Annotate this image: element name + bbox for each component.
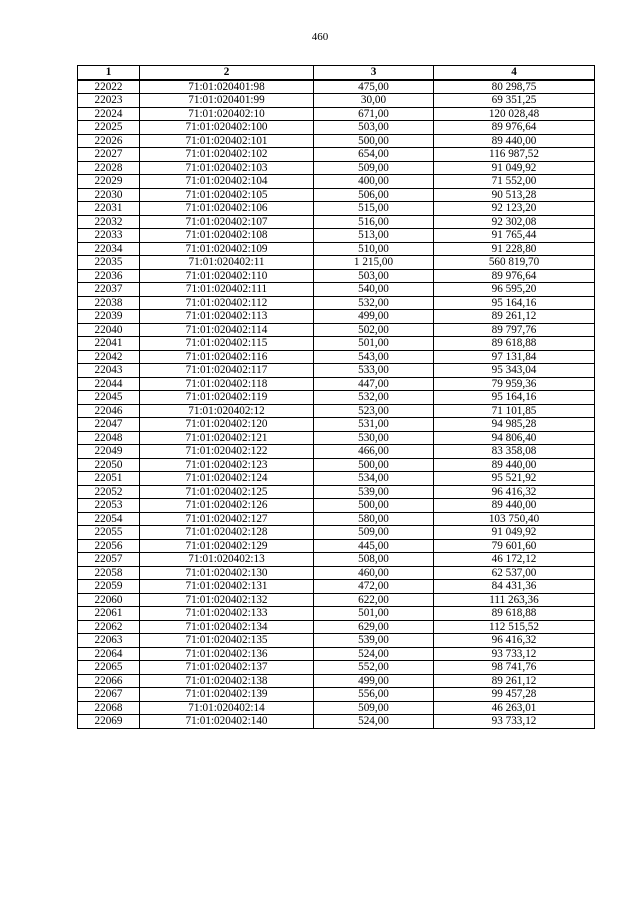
cell-area: 532,00 bbox=[314, 391, 434, 405]
cell-number: 22053 bbox=[78, 499, 140, 513]
cell-cadastral-number: 71:01:020402:129 bbox=[140, 539, 314, 553]
table-row bbox=[78, 283, 595, 297]
cell-value: 92 302,08 bbox=[434, 215, 595, 229]
cell-cadastral-number: 71:01:020402:120 bbox=[140, 418, 314, 432]
cell-cadastral-number: 71:01:020402:14 bbox=[140, 701, 314, 715]
table-row bbox=[78, 539, 595, 553]
table-row bbox=[78, 377, 595, 391]
column-header-4: 4 bbox=[434, 66, 595, 80]
cell-area: 475,00 bbox=[314, 80, 434, 94]
cell-area: 552,00 bbox=[314, 661, 434, 675]
cell-cadastral-number: 71:01:020402:102 bbox=[140, 148, 314, 162]
cell-value: 92 123,20 bbox=[434, 202, 595, 216]
cell-number: 22040 bbox=[78, 323, 140, 337]
cell-value: 46 172,12 bbox=[434, 553, 595, 567]
cell-value: 91 228,80 bbox=[434, 242, 595, 256]
cell-number: 22031 bbox=[78, 202, 140, 216]
cell-area: 499,00 bbox=[314, 674, 434, 688]
table-header-row bbox=[78, 66, 595, 80]
cell-value: 93 733,12 bbox=[434, 647, 595, 661]
cell-cadastral-number: 71:01:020402:125 bbox=[140, 485, 314, 499]
cell-cadastral-number: 71:01:020402:10 bbox=[140, 107, 314, 121]
cell-number: 22069 bbox=[78, 715, 140, 729]
cell-area: 501,00 bbox=[314, 337, 434, 351]
cell-number: 22063 bbox=[78, 634, 140, 648]
table-row bbox=[78, 661, 595, 675]
cell-value: 91 765,44 bbox=[434, 229, 595, 243]
cell-number: 22038 bbox=[78, 296, 140, 310]
table-row bbox=[78, 499, 595, 513]
cell-number: 22035 bbox=[78, 256, 140, 270]
cell-cadastral-number: 71:01:020402:133 bbox=[140, 607, 314, 621]
table-row bbox=[78, 350, 595, 364]
cell-value: 96 595,20 bbox=[434, 283, 595, 297]
cell-cadastral-number: 71:01:020402:12 bbox=[140, 404, 314, 418]
cell-cadastral-number: 71:01:020402:105 bbox=[140, 188, 314, 202]
cell-area: 445,00 bbox=[314, 539, 434, 553]
cell-value: 95 521,92 bbox=[434, 472, 595, 486]
table-row bbox=[78, 580, 595, 594]
cell-value: 69 351,25 bbox=[434, 94, 595, 108]
table-row bbox=[78, 458, 595, 472]
cell-number: 22064 bbox=[78, 647, 140, 661]
cell-cadastral-number: 71:01:020402:114 bbox=[140, 323, 314, 337]
cell-area: 515,00 bbox=[314, 202, 434, 216]
table-row bbox=[78, 175, 595, 189]
cell-cadastral-number: 71:01:020402:124 bbox=[140, 472, 314, 486]
cell-number: 22030 bbox=[78, 188, 140, 202]
cell-cadastral-number: 71:01:020402:123 bbox=[140, 458, 314, 472]
table-row bbox=[78, 121, 595, 135]
table-row bbox=[78, 526, 595, 540]
cell-value: 89 976,64 bbox=[434, 121, 595, 135]
cell-cadastral-number: 71:01:020402:130 bbox=[140, 566, 314, 580]
cell-value: 95 164,16 bbox=[434, 391, 595, 405]
cell-number: 22032 bbox=[78, 215, 140, 229]
cell-area: 508,00 bbox=[314, 553, 434, 567]
cell-value: 116 987,52 bbox=[434, 148, 595, 162]
table-body bbox=[78, 80, 595, 729]
table-row bbox=[78, 202, 595, 216]
table-row bbox=[78, 242, 595, 256]
cell-number: 22044 bbox=[78, 377, 140, 391]
cell-cadastral-number: 71:01:020402:111 bbox=[140, 283, 314, 297]
cell-value: 94 985,28 bbox=[434, 418, 595, 432]
cell-value: 89 618,88 bbox=[434, 607, 595, 621]
cell-number: 22037 bbox=[78, 283, 140, 297]
cell-area: 502,00 bbox=[314, 323, 434, 337]
cell-cadastral-number: 71:01:020402:115 bbox=[140, 337, 314, 351]
cell-value: 46 263,01 bbox=[434, 701, 595, 715]
table-row bbox=[78, 337, 595, 351]
cell-area: 510,00 bbox=[314, 242, 434, 256]
cell-number: 22043 bbox=[78, 364, 140, 378]
table-row bbox=[78, 701, 595, 715]
cell-area: 516,00 bbox=[314, 215, 434, 229]
cell-value: 79 601,60 bbox=[434, 539, 595, 553]
cell-value: 89 797,76 bbox=[434, 323, 595, 337]
table-row bbox=[78, 80, 595, 94]
cell-value: 89 440,00 bbox=[434, 458, 595, 472]
cell-number: 22029 bbox=[78, 175, 140, 189]
cell-number: 22048 bbox=[78, 431, 140, 445]
cell-area: 472,00 bbox=[314, 580, 434, 594]
cell-number: 22062 bbox=[78, 620, 140, 634]
cell-value: 90 513,28 bbox=[434, 188, 595, 202]
cell-area: 534,00 bbox=[314, 472, 434, 486]
table-row bbox=[78, 296, 595, 310]
page-number: 460 bbox=[311, 31, 329, 43]
cell-number: 22047 bbox=[78, 418, 140, 432]
cell-number: 22066 bbox=[78, 674, 140, 688]
cell-cadastral-number: 71:01:020402:113 bbox=[140, 310, 314, 324]
table-row bbox=[78, 634, 595, 648]
cell-cadastral-number: 71:01:020402:106 bbox=[140, 202, 314, 216]
cell-cadastral-number: 71:01:020402:13 bbox=[140, 553, 314, 567]
cell-number: 22022 bbox=[78, 80, 140, 94]
cell-value: 89 261,12 bbox=[434, 674, 595, 688]
cell-cadastral-number: 71:01:020402:119 bbox=[140, 391, 314, 405]
cell-area: 556,00 bbox=[314, 688, 434, 702]
cell-value: 84 431,36 bbox=[434, 580, 595, 594]
table-row bbox=[78, 364, 595, 378]
cell-cadastral-number: 71:01:020402:139 bbox=[140, 688, 314, 702]
cell-cadastral-number: 71:01:020402:121 bbox=[140, 431, 314, 445]
cell-area: 524,00 bbox=[314, 647, 434, 661]
cell-area: 499,00 bbox=[314, 310, 434, 324]
cell-cadastral-number: 71:01:020402:11 bbox=[140, 256, 314, 270]
cell-area: 539,00 bbox=[314, 634, 434, 648]
cell-cadastral-number: 71:01:020402:131 bbox=[140, 580, 314, 594]
table-row bbox=[78, 418, 595, 432]
cell-number: 22057 bbox=[78, 553, 140, 567]
cell-value: 89 440,00 bbox=[434, 499, 595, 513]
cell-cadastral-number: 71:01:020402:108 bbox=[140, 229, 314, 243]
cell-value: 89 440,00 bbox=[434, 134, 595, 148]
table-row bbox=[78, 485, 595, 499]
cell-area: 500,00 bbox=[314, 458, 434, 472]
cell-cadastral-number: 71:01:020402:103 bbox=[140, 161, 314, 175]
table-row bbox=[78, 134, 595, 148]
cell-value: 99 457,28 bbox=[434, 688, 595, 702]
column-header-1: 1 bbox=[78, 66, 140, 80]
cell-cadastral-number: 71:01:020402:116 bbox=[140, 350, 314, 364]
cell-area: 30,00 bbox=[314, 94, 434, 108]
cell-number: 22026 bbox=[78, 134, 140, 148]
table-row bbox=[78, 553, 595, 567]
cell-number: 22052 bbox=[78, 485, 140, 499]
data-table bbox=[77, 65, 595, 729]
cell-number: 22028 bbox=[78, 161, 140, 175]
cell-value: 62 537,00 bbox=[434, 566, 595, 580]
cell-value: 96 416,32 bbox=[434, 634, 595, 648]
cell-value: 97 131,84 bbox=[434, 350, 595, 364]
cell-number: 22025 bbox=[78, 121, 140, 135]
cell-area: 539,00 bbox=[314, 485, 434, 499]
cell-value: 79 959,36 bbox=[434, 377, 595, 391]
cell-area: 506,00 bbox=[314, 188, 434, 202]
table-row bbox=[78, 310, 595, 324]
cell-value: 91 049,92 bbox=[434, 161, 595, 175]
table-row bbox=[78, 391, 595, 405]
cell-number: 22027 bbox=[78, 148, 140, 162]
table-row bbox=[78, 94, 595, 108]
cell-area: 671,00 bbox=[314, 107, 434, 121]
table-row bbox=[78, 445, 595, 459]
cell-number: 22034 bbox=[78, 242, 140, 256]
cell-value: 95 164,16 bbox=[434, 296, 595, 310]
table-row bbox=[78, 215, 595, 229]
cell-number: 22055 bbox=[78, 526, 140, 540]
cell-value: 103 750,40 bbox=[434, 512, 595, 526]
cell-area: 530,00 bbox=[314, 431, 434, 445]
cell-value: 96 416,32 bbox=[434, 485, 595, 499]
cell-number: 22067 bbox=[78, 688, 140, 702]
cell-number: 22068 bbox=[78, 701, 140, 715]
table-row bbox=[78, 566, 595, 580]
cell-cadastral-number: 71:01:020402:126 bbox=[140, 499, 314, 513]
table-row bbox=[78, 472, 595, 486]
cell-cadastral-number: 71:01:020402:118 bbox=[140, 377, 314, 391]
cell-number: 22054 bbox=[78, 512, 140, 526]
table-row bbox=[78, 674, 595, 688]
cell-value: 89 976,64 bbox=[434, 269, 595, 283]
cell-area: 509,00 bbox=[314, 161, 434, 175]
cell-number: 22051 bbox=[78, 472, 140, 486]
cell-value: 80 298,75 bbox=[434, 80, 595, 94]
cell-area: 532,00 bbox=[314, 296, 434, 310]
table-row bbox=[78, 620, 595, 634]
cell-cadastral-number: 71:01:020402:136 bbox=[140, 647, 314, 661]
cell-area: 509,00 bbox=[314, 526, 434, 540]
cell-value: 112 515,52 bbox=[434, 620, 595, 634]
cell-cadastral-number: 71:01:020402:104 bbox=[140, 175, 314, 189]
cell-cadastral-number: 71:01:020402:117 bbox=[140, 364, 314, 378]
cell-cadastral-number: 71:01:020402:132 bbox=[140, 593, 314, 607]
cell-number: 22050 bbox=[78, 458, 140, 472]
cell-number: 22039 bbox=[78, 310, 140, 324]
cell-area: 622,00 bbox=[314, 593, 434, 607]
cell-area: 531,00 bbox=[314, 418, 434, 432]
cell-value: 94 806,40 bbox=[434, 431, 595, 445]
table-row bbox=[78, 269, 595, 283]
cell-area: 580,00 bbox=[314, 512, 434, 526]
table-row bbox=[78, 323, 595, 337]
cell-number: 22045 bbox=[78, 391, 140, 405]
cell-area: 500,00 bbox=[314, 499, 434, 513]
cell-value: 89 618,88 bbox=[434, 337, 595, 351]
cell-number: 22061 bbox=[78, 607, 140, 621]
column-header-2: 2 bbox=[140, 66, 314, 80]
cell-area: 460,00 bbox=[314, 566, 434, 580]
cell-number: 22065 bbox=[78, 661, 140, 675]
column-header-3: 3 bbox=[314, 66, 434, 80]
table-row bbox=[78, 715, 595, 729]
cell-area: 540,00 bbox=[314, 283, 434, 297]
cell-area: 524,00 bbox=[314, 715, 434, 729]
table-row bbox=[78, 593, 595, 607]
cell-value: 71 101,85 bbox=[434, 404, 595, 418]
cell-area: 400,00 bbox=[314, 175, 434, 189]
cell-value: 120 028,48 bbox=[434, 107, 595, 121]
cell-area: 654,00 bbox=[314, 148, 434, 162]
cell-number: 22060 bbox=[78, 593, 140, 607]
cell-value: 560 819,70 bbox=[434, 256, 595, 270]
cell-number: 22046 bbox=[78, 404, 140, 418]
cell-number: 22059 bbox=[78, 580, 140, 594]
cell-cadastral-number: 71:01:020402:110 bbox=[140, 269, 314, 283]
cell-cadastral-number: 71:01:020401:98 bbox=[140, 80, 314, 94]
cell-value: 95 343,04 bbox=[434, 364, 595, 378]
cell-area: 503,00 bbox=[314, 269, 434, 283]
table-row bbox=[78, 607, 595, 621]
table-row bbox=[78, 188, 595, 202]
cell-cadastral-number: 71:01:020402:140 bbox=[140, 715, 314, 729]
cell-value: 71 552,00 bbox=[434, 175, 595, 189]
cell-cadastral-number: 71:01:020401:99 bbox=[140, 94, 314, 108]
cell-area: 629,00 bbox=[314, 620, 434, 634]
cell-value: 91 049,92 bbox=[434, 526, 595, 540]
cell-number: 22041 bbox=[78, 337, 140, 351]
table-row bbox=[78, 431, 595, 445]
cell-area: 500,00 bbox=[314, 134, 434, 148]
cell-cadastral-number: 71:01:020402:109 bbox=[140, 242, 314, 256]
cell-number: 22049 bbox=[78, 445, 140, 459]
table-row bbox=[78, 512, 595, 526]
cell-cadastral-number: 71:01:020402:127 bbox=[140, 512, 314, 526]
cell-cadastral-number: 71:01:020402:100 bbox=[140, 121, 314, 135]
cell-cadastral-number: 71:01:020402:107 bbox=[140, 215, 314, 229]
cell-value: 83 358,08 bbox=[434, 445, 595, 459]
table-row bbox=[78, 148, 595, 162]
cell-number: 22036 bbox=[78, 269, 140, 283]
cell-area: 523,00 bbox=[314, 404, 434, 418]
cell-cadastral-number: 71:01:020402:138 bbox=[140, 674, 314, 688]
cell-area: 1 215,00 bbox=[314, 256, 434, 270]
cell-cadastral-number: 71:01:020402:137 bbox=[140, 661, 314, 675]
table-row bbox=[78, 229, 595, 243]
cell-number: 22042 bbox=[78, 350, 140, 364]
cell-value: 98 741,76 bbox=[434, 661, 595, 675]
table-row bbox=[78, 107, 595, 121]
cell-area: 543,00 bbox=[314, 350, 434, 364]
table-row bbox=[78, 256, 595, 270]
cell-cadastral-number: 71:01:020402:135 bbox=[140, 634, 314, 648]
cell-number: 22023 bbox=[78, 94, 140, 108]
table-row bbox=[78, 161, 595, 175]
cell-cadastral-number: 71:01:020402:112 bbox=[140, 296, 314, 310]
cell-area: 509,00 bbox=[314, 701, 434, 715]
table-row bbox=[78, 688, 595, 702]
cell-number: 22024 bbox=[78, 107, 140, 121]
cell-area: 513,00 bbox=[314, 229, 434, 243]
cell-number: 22058 bbox=[78, 566, 140, 580]
cell-area: 447,00 bbox=[314, 377, 434, 391]
cell-area: 501,00 bbox=[314, 607, 434, 621]
cell-area: 533,00 bbox=[314, 364, 434, 378]
table-row bbox=[78, 647, 595, 661]
cell-cadastral-number: 71:01:020402:128 bbox=[140, 526, 314, 540]
cell-cadastral-number: 71:01:020402:134 bbox=[140, 620, 314, 634]
cell-area: 466,00 bbox=[314, 445, 434, 459]
cell-area: 503,00 bbox=[314, 121, 434, 135]
cell-value: 89 261,12 bbox=[434, 310, 595, 324]
cell-cadastral-number: 71:01:020402:122 bbox=[140, 445, 314, 459]
cell-cadastral-number: 71:01:020402:101 bbox=[140, 134, 314, 148]
cell-value: 93 733,12 bbox=[434, 715, 595, 729]
cell-value: 111 263,36 bbox=[434, 593, 595, 607]
table-row bbox=[78, 404, 595, 418]
cell-number: 22033 bbox=[78, 229, 140, 243]
cell-number: 22056 bbox=[78, 539, 140, 553]
